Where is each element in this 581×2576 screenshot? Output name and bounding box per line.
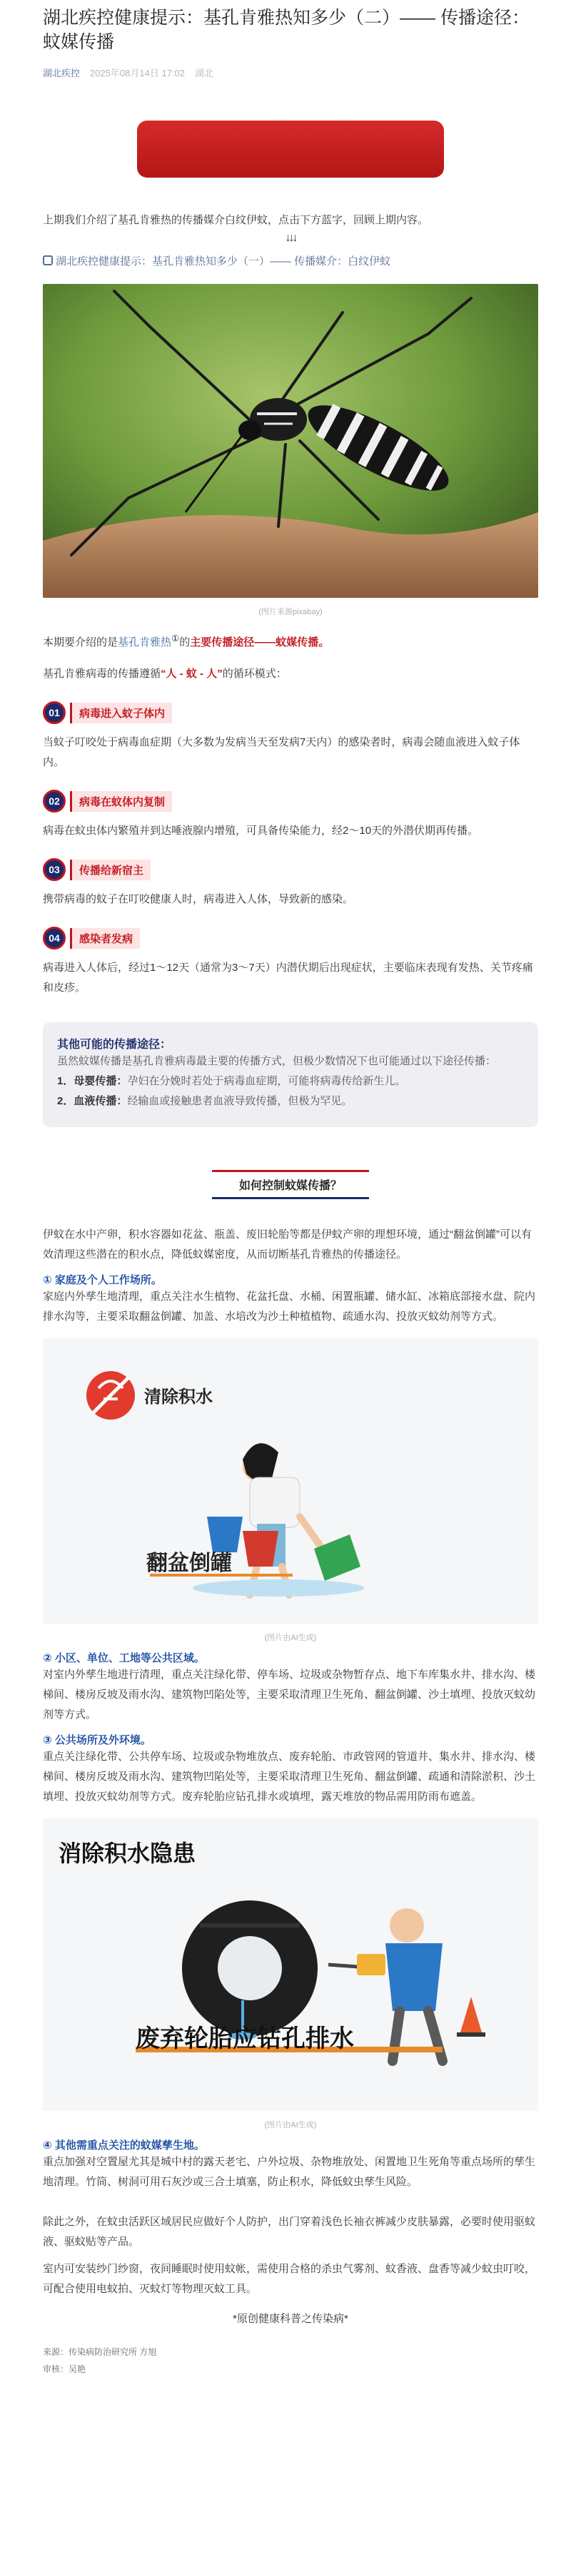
photo-caption: (图片来源pixabay) (258, 608, 323, 616)
other-routes-title: 其他可能的传播途径： (57, 1039, 172, 1051)
down-arrows-icon: ↓↓↓ (285, 232, 296, 244)
step-text: 携带病毒的蚊子在叮咬健康人时，病毒进入人体，导致新的感染。 (43, 893, 354, 905)
link-icon (43, 255, 53, 265)
control-section-head: ④ 其他需重点关注的蚊媒孳生地。 (43, 2139, 205, 2152)
publish-location: 湖北 (195, 68, 214, 78)
article-footer (43, 2343, 538, 2378)
title-divider (212, 1197, 369, 1199)
route-text: 孕妇在分娩时若处于病毒血症期，可能将病毒传给新生儿。 (127, 1075, 406, 1087)
step-text: 病毒进入人体后，经过1～12天（通常为3～7天）内潜伏期后出现症状，主要临床表现有发热、关节疼痛和皮疹。 (43, 962, 533, 994)
illustration-caption: (图片由AI生成) (264, 1634, 317, 1642)
focus-highlight: 主要传播途径——蚊媒传播。 (190, 636, 330, 648)
illustration-flip-pots (43, 1338, 538, 1627)
control-intro: 伊蚊在水中产卵，积水容器如花盆、瓶盖、废旧轮胎等都是伊蚊产卵的理想环境，通过“翻盆倒罐”可以有效清理这些潜在的积水点，降低蚊媒密度，从而切断基孔肯雅热的传播途径。 (43, 1228, 532, 1261)
mosquito-image (43, 284, 538, 598)
step-label: 病毒进入蚊子体内 (70, 703, 172, 723)
cycle-pattern: “人 - 蚊 - 人” (161, 668, 223, 680)
svg-text:废弃轮胎应钻孔排水: 废弃轮胎应钻孔排水 (136, 2025, 354, 2052)
control-section-text: 重点关注绿化带、公共停车场、垃圾或杂物堆放点、废弃轮胎、市政管网的管道井、集水井、排水沟、楼梯间、楼房反坡及雨水沟、建筑物凹陷处等，主要采取清理卫生死角、翻盆倒罐、疏通和清除淤积、沙土填埋、投放灭蚊幼剂等方式。废弃轮胎应钻孔排水或填埋，露天堆放的物品需用防雨布遮盖。 (43, 1751, 536, 1803)
control-section-head: ③ 公共场所及外环境。 (43, 1734, 151, 1746)
svg-text:消除积水隐患: 消除积水隐患 (59, 1841, 196, 1866)
cycle-suffix: 的循环模式： (222, 668, 287, 680)
other-routes-text: 虽然蚊媒传播是基孔肯雅病毒最主要的传播方式，但极少数情况下也可能通过以下途径传播： (57, 1055, 497, 1067)
route-item (57, 1091, 524, 1111)
focus-prefix: 本期要介绍的是 (43, 636, 118, 648)
source-line: 来源：传染病防治研究所 方旭 (43, 2347, 157, 2357)
step-1 (43, 701, 538, 773)
flip-pots-image (43, 1338, 538, 1624)
route-item (57, 1071, 524, 1091)
svg-text:翻盆倒罐: 翻盆倒罐 (146, 1552, 232, 1575)
control-section-title (43, 1170, 538, 1199)
step-4 (43, 927, 538, 998)
focus-text (43, 628, 538, 653)
previous-article-link[interactable] (43, 253, 538, 268)
mosquito-photo (43, 284, 538, 601)
step-label: 传播给新宿主 (70, 860, 151, 880)
disease-link[interactable]: 基孔肯雅热 (118, 636, 172, 648)
review-line: 审核：吴艳 (43, 2364, 86, 2374)
route-label: 1．母婴传播： (57, 1075, 128, 1087)
control-section-text: 重点加强对空置屋尤其是城中村的露天老宅、户外垃圾、杂物堆放处、闲置地卫生死角等重点场所的孳生地清理。竹筒、树洞可用石灰沙或三合土填塞，防止积水，降低蚊虫孳生风险。 (43, 2156, 536, 2188)
previous-article-link-text[interactable]: 湖北疾控健康提示：基孔肯雅热知多少（一）—— 传播媒介：白纹伊蚊 (56, 255, 391, 268)
step-number-badge: 01 (43, 701, 66, 724)
cycle-text (43, 664, 538, 684)
control-section-text: 家庭内外孳生地清理，重点关注水生植物、花盆托盘、水桶、闲置瓶罐、储水缸、冰箱底部接水盘、院内排水沟等，主要采取翻盆倒罐、加盖、水培改为沙土种植植物、疏通水沟、投放灭蚊幼剂等方式。 (43, 1290, 536, 1323)
illustration-tire (43, 1818, 538, 2114)
step-text: 当蚊子叮咬处于病毒血症期（大多数为发病当天至发病7天内）的感染者时，病毒会随血液进入蚊子体内。 (43, 736, 520, 768)
control-title-text: 如何控制蚊媒传播？ (238, 1180, 342, 1192)
step-number-badge: 03 (43, 858, 66, 881)
focus-middle: 的 (179, 636, 191, 648)
author-link[interactable]: 湖北疾控 (43, 68, 81, 78)
step-text: 病毒在蚊虫体内繁殖并到达唾液腺内增殖，可具备传染能力，经2～10天的外潜伏期再传播。 (43, 825, 479, 837)
closing-text: 室内可安装纱门纱窗，夜间睡眠时使用蚊帐，需使用合格的杀虫气雾剂、蚊香液、盘香等减少蚊虫叮咬，可配合使用电蚊拍、灭蚊灯等物理灭蚊工具。 (43, 2263, 536, 2295)
footnote-mark: ① (171, 633, 180, 643)
step-label: 感染者发病 (70, 928, 140, 949)
publish-datetime: 2025年08月14日 17:02 (90, 68, 185, 78)
closing-text: 除此之外，在蚊虫活跃区域居民应做好个人防护，出门穿着浅色长袖衣裤减少皮肤暴露，必要时使用驱蚊液、驱蚊贴等产品。 (43, 2216, 536, 2248)
step-label: 病毒在蚊体内复制 (70, 791, 172, 812)
tire-drilling-image (43, 1818, 538, 2111)
final-note: *原创健康科普之传染病* (233, 2313, 348, 2325)
cycle-prefix: 基孔肯雅病毒的传播遵循 (43, 668, 161, 680)
intro-text: 上期我们介绍了基孔肯雅热的传播媒介白纹伊蚊，点击下方蓝字，回顾上期内容。 (43, 214, 429, 226)
article-title: 湖北疾控健康提示：基孔肯雅热知多少（二）—— 传播途径：蚊媒传播 (43, 8, 530, 52)
step-number-badge: 02 (43, 790, 66, 813)
step-3 (43, 858, 538, 910)
svg-text:清除积水: 清除积水 (144, 1388, 213, 1407)
control-section-head: ① 家庭及个人工作场所。 (43, 1274, 162, 1286)
control-section-text: 对室内外孳生地进行清理，重点关注绿化带、停车场、垃圾或杂物暂存点、地下车库集水井、排水沟、楼梯间、楼房反坡及雨水沟、建筑物凹陷处等，主要采取清理卫生死角、翻盆倒罐、沙土填埋、投放灭蚊幼剂等方式。 (43, 1669, 536, 1721)
header-banner (137, 121, 444, 178)
other-routes-box (43, 1022, 538, 1127)
route-label: 2．血液传播： (57, 1095, 128, 1107)
article-meta (43, 66, 538, 79)
control-section-head: ② 小区、单位、工地等公共区域。 (43, 1652, 205, 1664)
title-divider (212, 1170, 369, 1172)
step-2 (43, 790, 538, 841)
illustration-caption: (图片由AI生成) (264, 2121, 317, 2129)
step-number-badge: 04 (43, 927, 66, 950)
route-text: 经输血或接触患者血液导致传播，但极为罕见。 (127, 1095, 353, 1107)
